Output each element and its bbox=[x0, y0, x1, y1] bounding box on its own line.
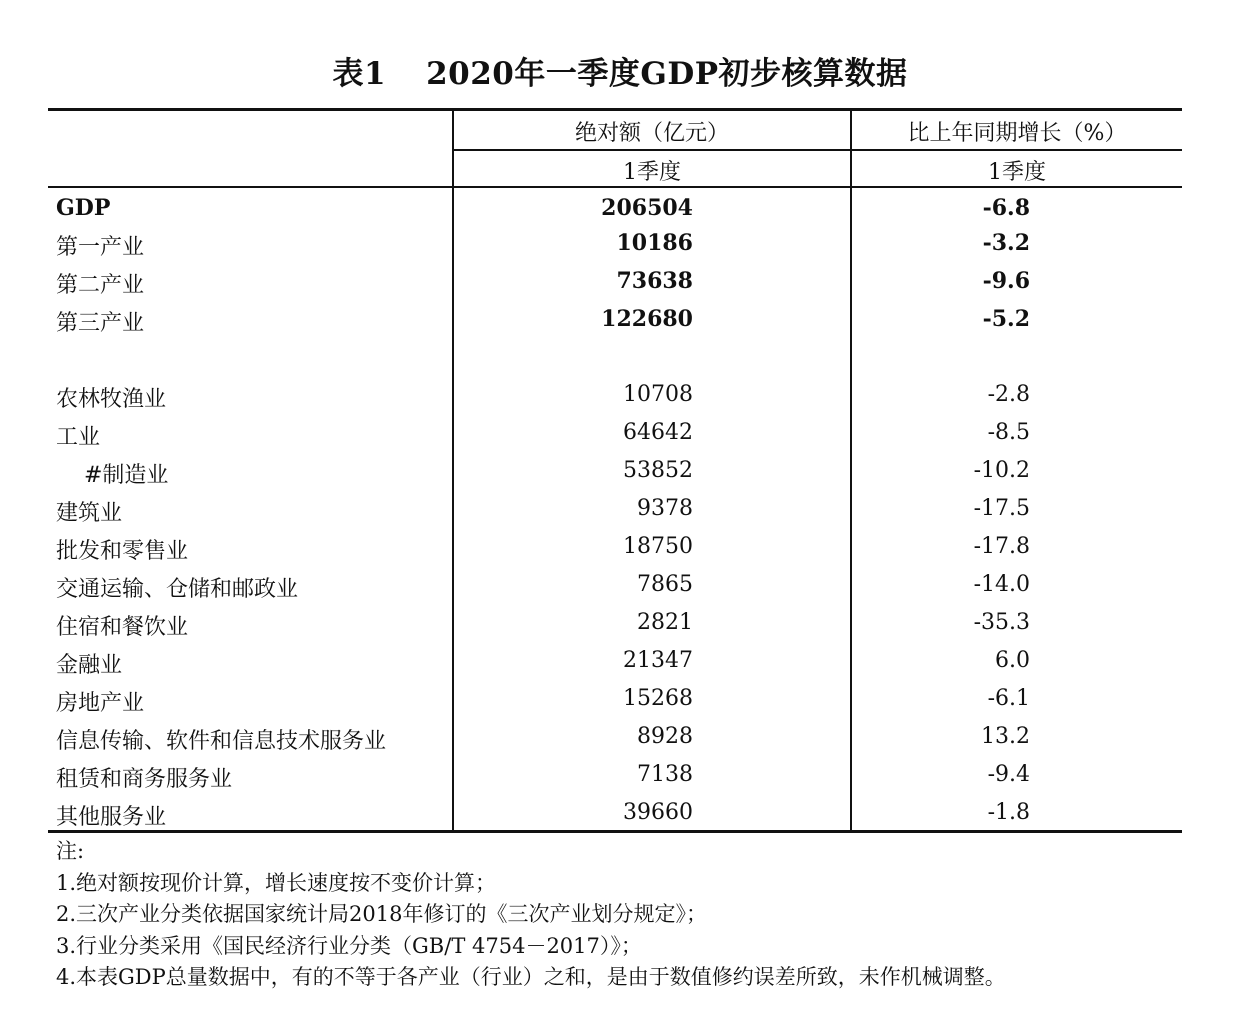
row-label: 第一产业 bbox=[56, 235, 145, 260]
table-row bbox=[48, 566, 1182, 604]
row-label: 建筑业 bbox=[56, 501, 123, 526]
row-absolute: 39660 bbox=[623, 800, 693, 825]
row-absolute: 7138 bbox=[637, 762, 693, 787]
row-growth: -2.8 bbox=[987, 382, 1030, 407]
table-title-text: 2020年一季度GDP初步核算数据 bbox=[426, 56, 908, 92]
table-row bbox=[48, 642, 1182, 680]
table-row bbox=[48, 718, 1182, 756]
note-item: 1.绝对额按现价计算，增长速度按不变价计算； bbox=[56, 870, 497, 895]
row-label: GDP bbox=[56, 195, 111, 221]
row-growth: -6.8 bbox=[982, 195, 1030, 221]
row-growth: -10.2 bbox=[973, 458, 1030, 483]
row-label: #制造业 bbox=[84, 463, 169, 488]
row-absolute: 9378 bbox=[637, 496, 693, 521]
table-row bbox=[48, 262, 1182, 300]
row-absolute: 15268 bbox=[623, 686, 693, 711]
header-bottom-rule bbox=[48, 186, 1182, 188]
row-absolute: 8928 bbox=[637, 724, 693, 749]
header-growth: 比上年同期增长（%） bbox=[907, 121, 1127, 146]
row-growth: -9.6 bbox=[982, 268, 1030, 294]
table-row bbox=[48, 490, 1182, 528]
row-absolute: 122680 bbox=[601, 306, 693, 332]
row-growth: -8.5 bbox=[987, 420, 1030, 445]
subheader-absolute: 1季度 bbox=[623, 160, 681, 185]
row-label: 农林牧渔业 bbox=[56, 387, 167, 412]
row-absolute: 10708 bbox=[623, 382, 693, 407]
table-row bbox=[48, 680, 1182, 718]
table-title bbox=[0, 48, 1240, 93]
table-row bbox=[48, 189, 1182, 227]
note-item: 4.本表GDP总量数据中，有的不等于各产业（行业）之和，是由于数值修约误差所致，未作机械调整。 bbox=[56, 965, 1006, 989]
table-row bbox=[48, 376, 1182, 414]
row-absolute: 2821 bbox=[637, 610, 693, 635]
row-absolute: 53852 bbox=[623, 458, 693, 483]
row-label: 第三产业 bbox=[56, 311, 145, 336]
table-row bbox=[48, 794, 1182, 832]
row-label: 住宿和餐饮业 bbox=[56, 615, 189, 640]
row-growth: -17.5 bbox=[973, 496, 1030, 521]
row-absolute: 7865 bbox=[637, 572, 693, 597]
row-growth: -5.2 bbox=[982, 306, 1030, 332]
row-label: 信息传输、软件和信息技术服务业 bbox=[56, 729, 387, 754]
row-absolute: 10186 bbox=[616, 230, 693, 256]
row-growth: 6.0 bbox=[995, 648, 1030, 673]
row-growth: -6.1 bbox=[987, 686, 1030, 711]
row-label: 租赁和商务服务业 bbox=[56, 767, 233, 792]
table-row bbox=[48, 414, 1182, 452]
row-label: 工业 bbox=[56, 425, 101, 450]
table-row bbox=[48, 528, 1182, 566]
row-growth: -1.8 bbox=[987, 800, 1030, 825]
row-label: 第二产业 bbox=[56, 273, 145, 298]
row-label: 金融业 bbox=[56, 653, 123, 678]
table-row bbox=[48, 300, 1182, 338]
row-label: 房地产业 bbox=[56, 691, 145, 716]
row-growth: -3.2 bbox=[982, 230, 1030, 256]
header-mid-rule bbox=[453, 149, 1182, 151]
notes-heading: 注: bbox=[56, 839, 85, 863]
header-absolute: 绝对额（亿元） bbox=[574, 121, 729, 146]
table-row bbox=[48, 452, 1182, 490]
row-absolute: 18750 bbox=[623, 534, 693, 559]
row-growth: -17.8 bbox=[973, 534, 1030, 559]
row-absolute: 64642 bbox=[623, 420, 693, 445]
row-label: 其他服务业 bbox=[56, 805, 167, 830]
row-label: 交通运输、仓储和邮政业 bbox=[56, 577, 299, 602]
top-rule bbox=[48, 108, 1182, 111]
row-growth: -9.4 bbox=[987, 762, 1030, 787]
footnotes bbox=[56, 836, 1006, 994]
table-row bbox=[48, 224, 1182, 262]
table-row bbox=[48, 756, 1182, 794]
note-item: 3.行业分类采用《国民经济行业分类（GB/T 4754－2017）》； bbox=[56, 933, 642, 958]
table-number: 表1 bbox=[332, 56, 387, 92]
row-absolute: 206504 bbox=[601, 195, 693, 221]
table-row bbox=[48, 604, 1182, 642]
row-growth: 13.2 bbox=[981, 724, 1030, 749]
row-absolute: 73638 bbox=[616, 268, 693, 294]
row-label: 批发和零售业 bbox=[56, 539, 189, 564]
row-absolute: 21347 bbox=[623, 648, 693, 673]
row-growth: -35.3 bbox=[973, 610, 1030, 635]
row-growth: -14.0 bbox=[973, 572, 1030, 597]
subheader-growth: 1季度 bbox=[988, 160, 1046, 185]
note-item: 2.三次产业分类依据国家统计局2018年修订的《三次产业划分规定》； bbox=[56, 902, 707, 926]
